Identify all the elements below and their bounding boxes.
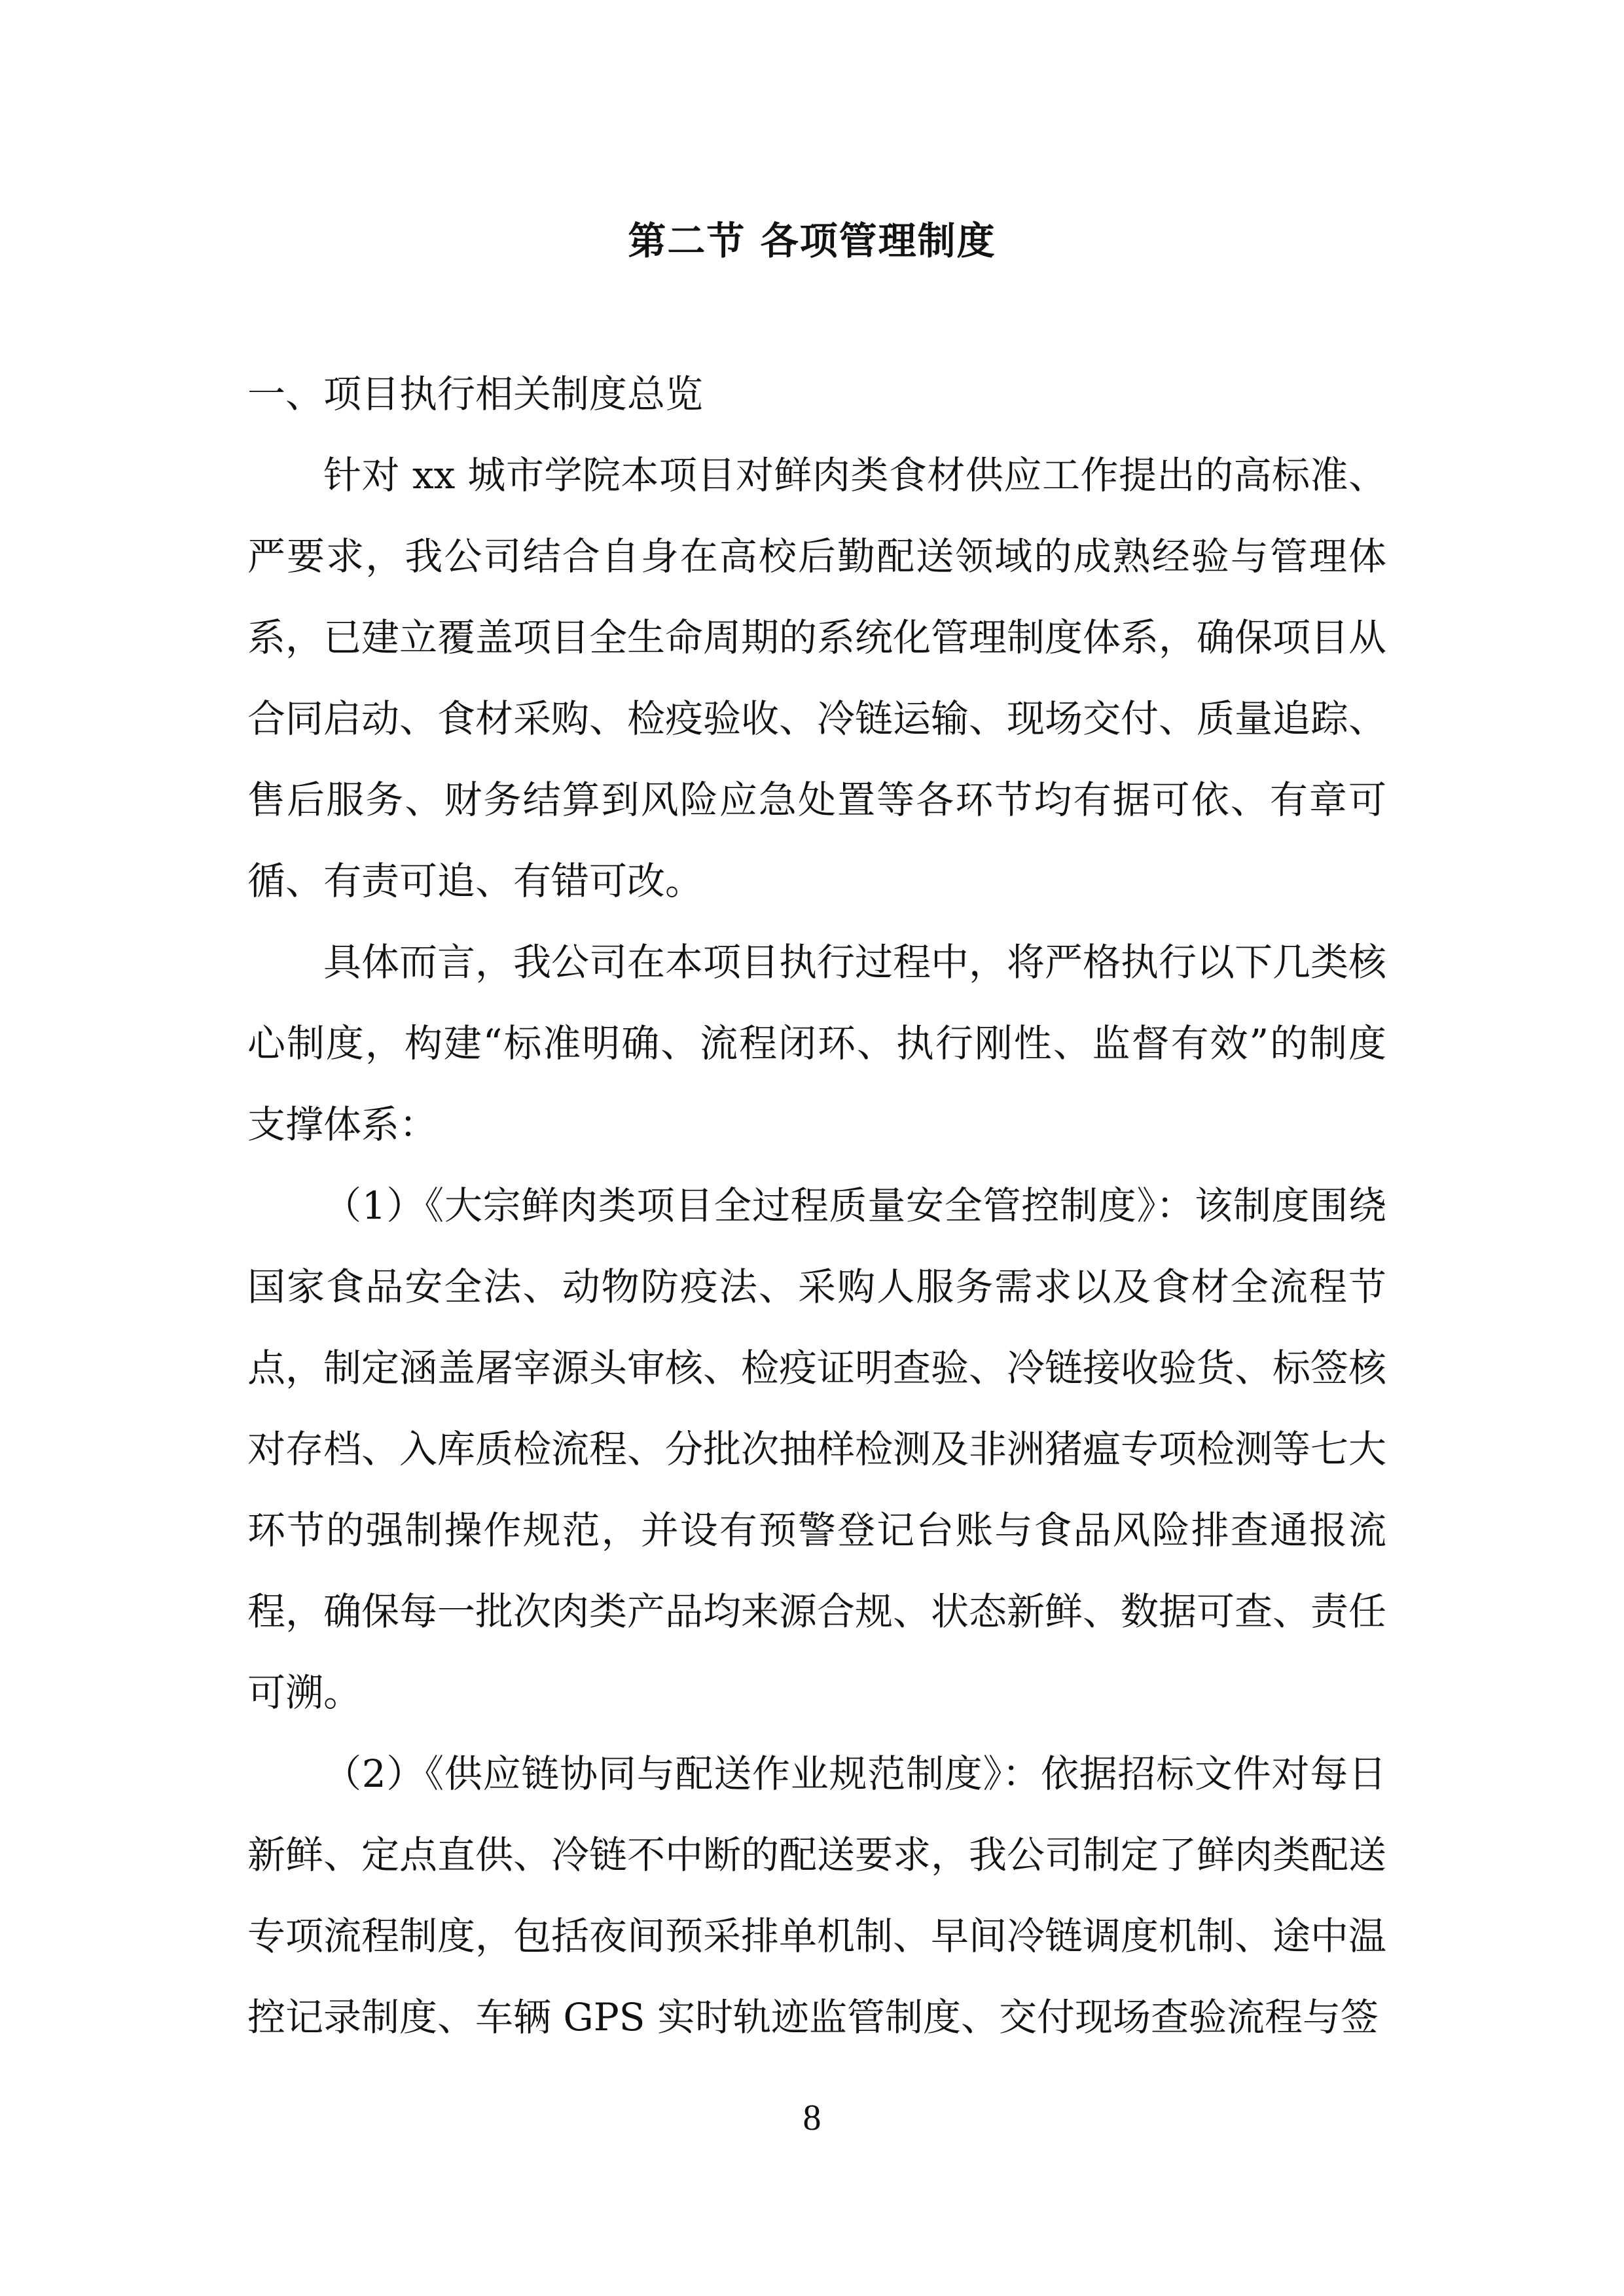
paragraph-item-2: （2）《供应链协同与配送作业规范制度》：依据招标文件对每日新鲜、定点直供、冷链不中断的配送要求，我公司制定了鲜肉类配送专项流程制度，包括夜间预采排单机制、早间冷链调度机制、途中温控记录制度、车辆 GPS 实时轨迹监管制度、交付现场查验流程与签 [247,1751,1387,2039]
paragraph-intro: 针对 xx 城市学院本项目对鲜肉类食材供应工作提出的高标准、严要求，我公司结合自身在高校后勤配送领域的成熟经验与管理体系，已建立覆盖项目全生命周期的系统化管理制度体系，确保项目从合同启动、食材采购、检疫验收、冷链运输、现场交付、质量追踪、售后服务、财务结算到风险应急处置等各环节均有据可依、有章可循、有责可追、有错可改。 [247,453,1387,903]
paragraph-core-systems: 具体而言，我公司在本项目执行过程中，将严格执行以下几类核心制度，构建“标准明确、流程闭环、执行刚性、监督有效”的制度支撑体系： [247,940,1387,1147]
section-title: 第二节 各项管理制度 [628,219,996,263]
subsection-heading: 一、项目执行相关制度总览 [247,372,704,416]
page-number: 8 [803,2098,821,2138]
paragraph-item-1: （1）《大宗鲜肉类项目全过程质量安全管控制度》：该制度围绕国家食品安全法、动物防疫法、采购人服务需求以及食材全流程节点，制定涵盖屠宰源头审核、检疫证明查验、冷链接收验货、标签核对存档、入库质检流程、分批次抽样检测及非洲猪瘟专项检测等七大环节的强制操作规范，并设有预警登记台账与食品风险排查通报流程，确保每一批次肉类产品均来源合规、状态新鲜、数据可查、责任可溯。 [247,1183,1387,1715]
document-body [247,353,1386,2058]
